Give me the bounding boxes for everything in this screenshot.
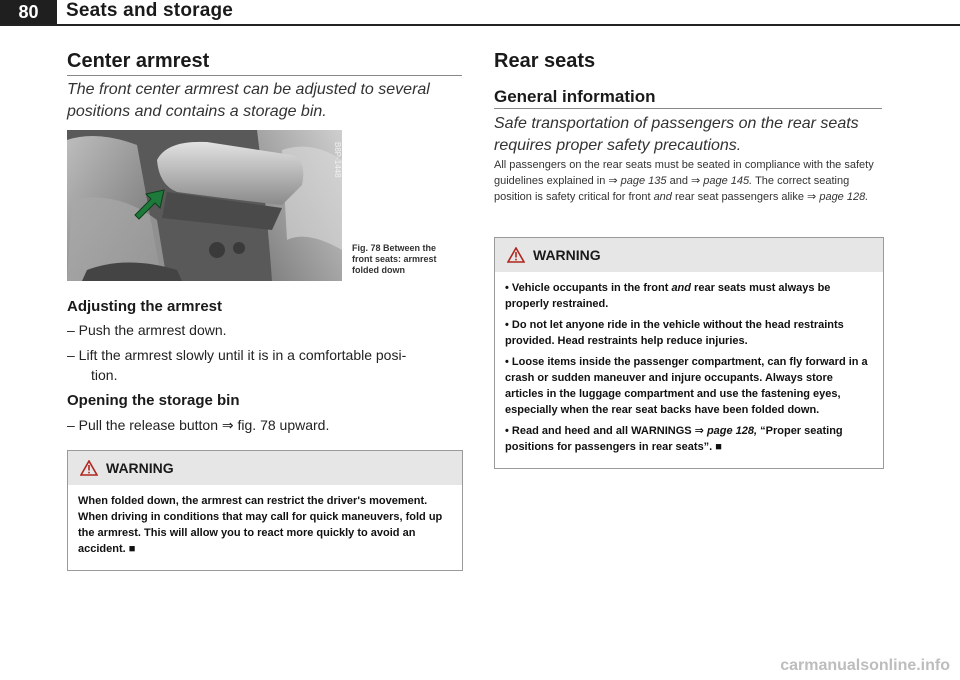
page-ref-135[interactable]: page 135 <box>620 175 667 187</box>
adjust-step-1: – Push the armrest down. <box>67 322 227 338</box>
bullet-text: rear seats must always be properly restrained. <box>505 282 831 310</box>
section-title: Seats and storage <box>66 0 234 21</box>
body-text: rear seat passengers alike ⇒ <box>671 191 820 203</box>
rear-seats-warning-box <box>494 237 884 469</box>
open-bin-heading: Opening the storage bin <box>67 392 240 409</box>
armrest-warning-box <box>67 450 463 571</box>
right-intro: Safe transportation of passengers on the rear seats requires proper safety precautions. <box>494 115 859 154</box>
watermark: carmanualsonline.info <box>780 657 950 674</box>
warning-header <box>68 451 462 485</box>
figure-caption <box>352 243 460 276</box>
figure-caption-line: Fig. 78 Between the <box>352 243 437 253</box>
armrest-illustration <box>67 130 342 281</box>
left-title-rule <box>67 75 462 76</box>
warning-triangle-icon <box>80 460 98 476</box>
warning-list <box>495 272 883 468</box>
armrest-figure <box>67 130 342 281</box>
bullet-text: • Vehicle occupants in the front <box>505 282 672 294</box>
left-intro: The front center armrest can be adjusted to several positions and contains a storage bin. <box>67 81 430 120</box>
bullet-emphasis-and: and <box>671 282 691 294</box>
figure-code: B8P-1448 <box>333 142 342 178</box>
warning-paragraph: When folded down, the armrest can restrict the driver's movement. When driving in conditions that may call for quick maneuvers, fold up the armrest. This will allow you to react more quickly to avoid an accident. ■ <box>78 495 443 555</box>
figure-caption-line: folded down <box>352 265 405 275</box>
body-text: All passengers on the rear seats must be seated in compliance with the safety guidelines explained in ⇒ <box>494 159 874 187</box>
body-text: The correct seating position is safety critical for front <box>494 175 850 203</box>
right-subtitle-rule <box>494 108 882 109</box>
adjust-step-2: – Lift the armrest slowly until it is in a comfortable posi- <box>67 347 407 363</box>
warning-bullet: • Loose items inside the passenger compartment, can fly forward in a crash or sudden maneuver and injure occupants. Always store articles in the luggage compartment and use the fastening eyes, especially when the rear seat backs have been folded down. <box>505 356 868 416</box>
body-text: and ⇒ <box>666 175 704 187</box>
adjust-heading: Adjusting the armrest <box>67 298 223 315</box>
page-ref-128-link[interactable]: page 128, <box>706 425 758 437</box>
page-number: 80 <box>0 0 57 24</box>
warning-bullet <box>505 423 873 455</box>
center-armrest-title: Center armrest <box>67 50 210 72</box>
warning-header <box>495 238 883 272</box>
warning-text <box>68 485 462 570</box>
header-rule <box>0 24 960 26</box>
warning-title: WARNING <box>106 460 174 476</box>
bullet-text: • Read and heed and all WARNINGS ⇒ <box>505 425 707 437</box>
page-ref-128[interactable]: page 128. <box>819 191 869 203</box>
warning-bullet: • Do not let anyone ride in the vehicle without the head restraints provided. Head restraints help reduce injuries. <box>505 319 844 347</box>
bullet-text: “Proper seating positions for passengers in rear seats”. ■ <box>505 425 843 453</box>
page-ref-145[interactable]: page 145. <box>703 175 753 187</box>
figure-caption-line: front seats: armrest <box>352 254 437 264</box>
general-information-subtitle: General information <box>494 87 656 106</box>
rear-seats-title: Rear seats <box>494 50 596 72</box>
warning-title: WARNING <box>533 247 601 263</box>
body-emphasis-and: and <box>653 191 672 203</box>
adjust-step-2-cont: tion. <box>91 367 118 383</box>
warning-bullet <box>505 280 873 312</box>
warning-triangle-icon <box>507 247 525 263</box>
rear-seats-body <box>494 157 882 205</box>
open-bin-step-1: – Pull the release button ⇒ fig. 78 upward. <box>67 417 330 433</box>
